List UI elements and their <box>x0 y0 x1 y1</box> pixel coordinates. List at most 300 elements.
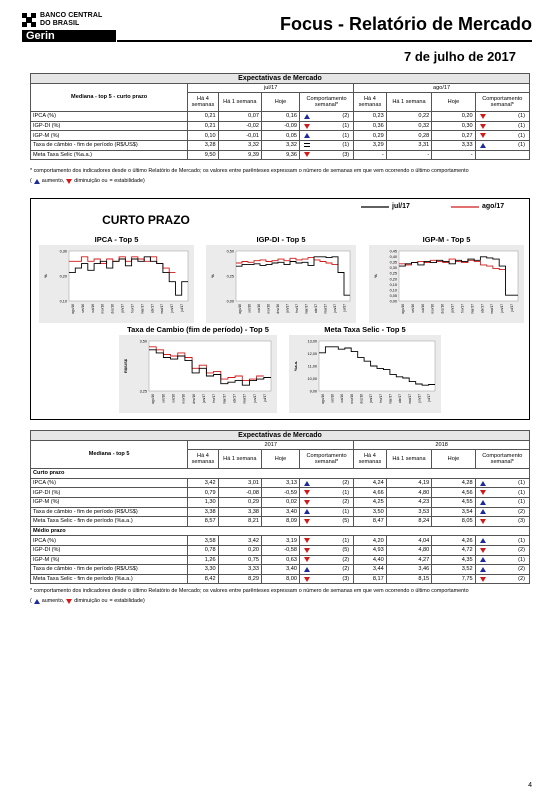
cell-value: 8,17 <box>354 574 387 584</box>
cell-value: 0,21 <box>188 121 218 131</box>
arrow-down-icon <box>480 133 486 138</box>
cell-value: 8,47 <box>354 517 387 527</box>
arrow-down-icon <box>304 577 310 582</box>
y-tick-label: 3,25 <box>139 389 147 394</box>
y-axis-label: % <box>373 274 378 278</box>
cell-value: 0,16 <box>262 112 300 122</box>
row-label: IGP-DI (%) <box>31 488 188 498</box>
row-label: IPCA (%) <box>31 478 188 488</box>
cell-value: 4,26 <box>432 536 475 546</box>
col-1w: Há 1 semana <box>218 93 261 112</box>
arrow-up-icon <box>304 481 310 486</box>
x-tick-label: fev/17 <box>294 304 299 313</box>
arrow-down-icon <box>304 500 310 505</box>
trend-weeks: (1) <box>518 499 525 506</box>
trend-cell <box>299 150 353 160</box>
col-today: Hoje <box>262 450 300 469</box>
arrow-up-icon <box>34 599 40 604</box>
cell-value: -0,08 <box>218 488 261 498</box>
x-tick-label: mar/17 <box>470 304 475 314</box>
arrow-up-icon <box>34 179 40 184</box>
col-today: Hoje <box>432 450 475 469</box>
cell-value: 3,01 <box>218 478 261 488</box>
x-tick-label: nov/16 <box>181 394 186 404</box>
chart-selic <box>289 325 441 413</box>
cell-value: 8,29 <box>218 574 261 584</box>
trend-weeks: (1) <box>342 537 350 544</box>
x-tick-label: abr/17 <box>480 304 485 314</box>
y-tick-label: 11,00 <box>307 364 317 369</box>
x-tick-label: mar/17 <box>140 304 145 314</box>
cell-value: 4,56 <box>432 488 475 498</box>
cell-value: 0,78 <box>188 545 218 555</box>
short-term-expectations-table <box>30 73 530 160</box>
table-row <box>31 150 530 160</box>
cell-value: 4,72 <box>432 545 475 555</box>
cell-value: 4,25 <box>354 497 387 507</box>
chart-igpdi <box>206 235 356 323</box>
x-tick-label: abr/17 <box>232 394 237 404</box>
row-label: IGP-M (%) <box>31 497 188 507</box>
x-tick-label: ago/16 <box>237 304 242 314</box>
table1-caption: Expectativas de Mercado <box>31 74 530 84</box>
cell-value: 0,32 <box>386 121 432 131</box>
row-label: Meta Taxa Selic - fim de período (%a.a.) <box>31 574 188 584</box>
arrow-up-icon <box>480 143 486 148</box>
col-1w: Há 1 semana <box>386 450 432 469</box>
x-tick-label: mar/17 <box>388 394 393 404</box>
dept-badge: Gerin <box>22 30 116 42</box>
x-tick-label: ago/16 <box>70 304 75 314</box>
cell-value: 0,21 <box>188 112 218 122</box>
trend-weeks: (1) <box>518 489 525 496</box>
x-tick-label: jan/17 <box>369 394 374 403</box>
trend-cell <box>475 131 529 141</box>
x-tick-label: out/16 <box>171 394 176 403</box>
table-row <box>31 555 530 565</box>
trend-weeks: (5) <box>342 547 350 554</box>
col-today: Hoje <box>432 93 475 112</box>
cell-value: 3,50 <box>354 507 387 517</box>
arrow-down-icon <box>304 538 310 543</box>
x-tick-label: mai/17 <box>323 304 328 314</box>
trend-cell <box>299 545 353 555</box>
arrow-down-icon <box>66 179 72 184</box>
y-tick-label: 0,00 <box>226 299 234 304</box>
cell-value: 8,05 <box>432 517 475 527</box>
annual-expectations-table <box>30 430 530 584</box>
cell-value: -0,09 <box>262 121 300 131</box>
cell-value: 3,30 <box>188 565 218 575</box>
x-tick-label: jun/17 <box>170 304 175 313</box>
y-tick-label: 0,35 <box>389 260 397 265</box>
chart-cambio <box>119 325 277 413</box>
trend-weeks: (1) <box>518 556 525 563</box>
x-tick-label: nov/16 <box>349 394 354 404</box>
arrow-down-icon <box>304 490 310 495</box>
x-tick-label: nov/16 <box>266 304 271 314</box>
y-tick-label: 0,00 <box>389 299 397 304</box>
cell-value: 0,79 <box>188 488 218 498</box>
arrow-up-icon <box>480 538 486 543</box>
x-tick-label: jul/17 <box>180 304 185 312</box>
x-tick-label: nov/16 <box>430 304 435 314</box>
trend-weeks: (1) <box>342 132 350 139</box>
trend-cell <box>299 488 353 498</box>
trend-weeks: (1) <box>518 480 525 487</box>
table-row <box>31 112 530 122</box>
cell-value: 3,54 <box>432 507 475 517</box>
cell-value: - <box>432 150 475 160</box>
y-tick-label: 0,30 <box>59 249 67 254</box>
trend-cell <box>299 574 353 584</box>
trend-cell <box>475 478 529 488</box>
y-tick-label: 0,20 <box>389 277 397 282</box>
col-4w: Há 4 semanas <box>354 93 387 112</box>
x-tick-label: ago/16 <box>151 394 156 404</box>
x-tick-label: dez/16 <box>110 304 115 314</box>
x-tick-label: jul/17 <box>510 304 515 312</box>
cell-value: 0,07 <box>218 112 261 122</box>
cell-value: 4,24 <box>354 478 387 488</box>
cell-value: 4,40 <box>354 555 387 565</box>
arrow-down-icon <box>304 548 310 553</box>
x-tick-label: jan/17 <box>201 394 206 403</box>
x-tick-label: out/16 <box>340 394 345 403</box>
x-tick-label: nov/16 <box>100 304 105 314</box>
y-axis-label: R$/US$ <box>123 358 128 374</box>
cell-value: 0,36 <box>354 121 387 131</box>
col-comp: Comportamento semanal* <box>299 93 353 112</box>
chart-cambio-title: Taxa de Cambio (fim de período) - Top 5 <box>127 325 269 334</box>
cell-value: 3,46 <box>386 565 432 575</box>
row-label: Meta Taxa Selic (%a.a.) <box>31 150 188 160</box>
trend-weeks: (3) <box>342 576 350 583</box>
cell-value: 0,20 <box>218 545 261 555</box>
cell-value: 9,50 <box>188 150 218 160</box>
x-tick-label: jul/17 <box>262 394 267 402</box>
report-date: 7 de julho de 2017 <box>404 49 516 64</box>
cell-value: 9,36 <box>262 150 300 160</box>
page-number: 4 <box>528 782 532 789</box>
trend-cell <box>299 112 353 122</box>
y-tick-label: 0,25 <box>226 274 234 279</box>
cell-value: -0,01 <box>218 131 261 141</box>
cell-value: 0,29 <box>354 131 387 141</box>
x-tick-label: jan/17 <box>120 304 125 313</box>
x-tick-label: fev/17 <box>130 304 135 313</box>
cell-value: 3,33 <box>432 140 475 150</box>
x-tick-label: jul/17 <box>342 304 347 312</box>
cell-value: 3,53 <box>386 507 432 517</box>
col-1w: Há 1 semana <box>386 93 432 112</box>
trend-cell <box>299 507 353 517</box>
trend-cell <box>299 517 353 527</box>
bcb-logo-icon <box>22 13 36 27</box>
x-tick-label: out/16 <box>420 304 425 313</box>
cell-value: - <box>386 150 432 160</box>
arrow-down-icon <box>304 152 310 157</box>
trend-cell <box>299 555 353 565</box>
col-4w: Há 4 semanas <box>188 450 218 469</box>
table-row <box>31 536 530 546</box>
y-tick-label: 0,25 <box>389 271 397 276</box>
table1-period1: jul/17 <box>188 83 354 93</box>
cell-value: -0,02 <box>218 121 261 131</box>
chart-ipca <box>39 235 194 323</box>
x-tick-label: out/16 <box>90 304 95 313</box>
trend-weeks: (2) <box>518 547 525 554</box>
x-tick-label: dez/16 <box>191 394 196 404</box>
arrow-up-icon <box>304 133 310 138</box>
cell-value: 3,32 <box>262 140 300 150</box>
trend-weeks: (1) <box>518 123 525 130</box>
table-row <box>31 565 530 575</box>
x-tick-label: dez/16 <box>440 304 445 314</box>
x-tick-label: jun/17 <box>500 304 505 313</box>
table-row <box>31 497 530 507</box>
trend-cell <box>299 497 353 507</box>
cell-value: 3,31 <box>386 140 432 150</box>
cell-value: 4,04 <box>386 536 432 546</box>
y-tick-label: 0,15 <box>389 282 397 287</box>
x-tick-label: abr/17 <box>313 304 318 314</box>
trend-cell <box>475 555 529 565</box>
table-row <box>31 517 530 527</box>
trend-cell <box>475 140 529 150</box>
arrow-down-icon <box>304 124 310 129</box>
trend-cell <box>475 565 529 575</box>
trend-weeks: (1) <box>342 123 350 130</box>
x-tick-label: jun/17 <box>332 304 337 313</box>
table2-period1: 2017 <box>188 440 354 450</box>
y-tick-label: 0,50 <box>226 249 234 254</box>
row-label: IGP-DI (%) <box>31 545 188 555</box>
x-tick-label: mai/17 <box>490 304 495 314</box>
table2-period2: 2018 <box>354 440 530 450</box>
plot-area <box>399 251 518 301</box>
cell-value: 3,33 <box>218 565 261 575</box>
cell-value: 0,30 <box>432 121 475 131</box>
y-tick-label: 13,00 <box>307 339 317 344</box>
arrow-legend: ( aumento, diminuição ou = estabilidade) <box>30 178 145 184</box>
y-tick-label: 10,00 <box>307 377 317 381</box>
cell-value: 3,42 <box>188 478 218 488</box>
chart-igpm-title: IGP-M - Top 5 <box>422 235 471 244</box>
cell-value: 0,02 <box>262 497 300 507</box>
cell-value: 4,19 <box>386 478 432 488</box>
cell-value: 4,55 <box>432 497 475 507</box>
chart-igpdi-title: IGP-DI - Top 5 <box>256 235 306 244</box>
trend-cell <box>475 507 529 517</box>
trend-weeks: (2) <box>342 499 350 506</box>
col-comp: Comportamento semanal* <box>475 450 529 469</box>
y-tick-label: 0,20 <box>59 274 67 279</box>
logo-line2: DO BRASIL <box>40 19 80 27</box>
x-tick-label: set/16 <box>161 394 166 403</box>
table-row <box>31 545 530 555</box>
table1-period2: ago/17 <box>354 83 530 93</box>
trend-weeks: (1) <box>518 537 525 544</box>
table1-row-header: Mediana - top 5 - curto prazo <box>31 83 188 112</box>
cell-value: 4,27 <box>386 555 432 565</box>
x-tick-label: fev/17 <box>460 304 465 313</box>
legend-up-label: aumento, <box>41 598 65 604</box>
arrow-up-icon <box>480 557 486 562</box>
cell-value: 8,09 <box>262 517 300 527</box>
trend-cell <box>299 478 353 488</box>
y-tick-label: 0,10 <box>59 299 67 304</box>
x-tick-label: jan/17 <box>285 304 290 313</box>
cell-value: 7,75 <box>432 574 475 584</box>
plot-area <box>149 341 271 391</box>
trend-weeks: (1) <box>518 113 525 120</box>
cell-value: -0,58 <box>262 545 300 555</box>
chart-igpm <box>369 235 524 323</box>
x-tick-label: fev/17 <box>212 394 217 403</box>
cell-value: 4,80 <box>386 488 432 498</box>
y-tick-label: 0,10 <box>389 288 397 293</box>
cell-value: 3,19 <box>262 536 300 546</box>
logo-line1: BANCO CENTRAL <box>40 12 103 19</box>
trend-cell <box>475 497 529 507</box>
footnote: * comportamento dos indicadores desde o último Relatório de Mercado; os valores entre parênteses expressam o número de semanas em que vem ocorrendo o último comportamento <box>30 168 469 174</box>
x-tick-label: mai/17 <box>407 394 412 404</box>
x-tick-label: abr/17 <box>150 304 155 314</box>
cell-value: 0,28 <box>386 131 432 141</box>
x-tick-label: abr/17 <box>398 394 403 404</box>
cell-value: 4,66 <box>354 488 387 498</box>
arrow-down-icon <box>480 519 486 524</box>
row-label: IGP-M (%) <box>31 555 188 565</box>
cell-value: 8,57 <box>188 517 218 527</box>
plot-area <box>69 251 188 301</box>
arrow-down-icon <box>304 519 310 524</box>
x-tick-label: jun/17 <box>417 394 422 403</box>
trend-cell <box>299 140 353 150</box>
cell-value: 4,93 <box>354 545 387 555</box>
cell-value: 9,39 <box>218 150 261 160</box>
trend-weeks: (1) <box>342 142 350 149</box>
trend-weeks: (2) <box>518 508 525 515</box>
cell-value: 8,21 <box>218 517 261 527</box>
legend-jul-label: jul/17 <box>392 203 410 210</box>
arrow-legend-2: ( aumento, diminuição ou = estabilidade) <box>30 598 145 604</box>
arrow-down-icon <box>480 114 486 119</box>
x-tick-label: dez/16 <box>359 394 364 404</box>
legend-down-label: diminuição ou <box>74 178 108 184</box>
cell-value: 1,30 <box>188 497 218 507</box>
cell-value: 1,26 <box>188 555 218 565</box>
legend-eq-label: = estabilidade) <box>109 178 145 184</box>
trend-cell <box>475 112 529 122</box>
cell-value: 3,32 <box>218 140 261 150</box>
x-tick-label: out/16 <box>256 304 261 313</box>
trend-cell <box>475 574 529 584</box>
y-tick-label: 3,50 <box>139 339 147 344</box>
cell-value: 0,27 <box>432 131 475 141</box>
section-title: Curto prazo <box>31 469 530 479</box>
x-tick-label: set/16 <box>410 304 415 313</box>
table-row <box>31 574 530 584</box>
col-comp: Comportamento semanal* <box>299 450 353 469</box>
trend-cell <box>299 131 353 141</box>
arrow-up-icon <box>304 114 310 119</box>
table-row <box>31 131 530 141</box>
legend-ago-label: ago/17 <box>482 203 505 210</box>
arrow-down-icon <box>480 577 486 582</box>
title-divider <box>117 40 532 42</box>
cell-value: 3,40 <box>262 565 300 575</box>
trend-cell <box>475 536 529 546</box>
x-tick-label: set/16 <box>330 394 335 403</box>
chart-selic-title: Meta Taxa Selic - Top 5 <box>324 325 406 334</box>
legend-ago <box>451 203 504 210</box>
legend-eq-label: = estabilidade) <box>109 598 145 604</box>
x-tick-label: mai/17 <box>242 394 247 404</box>
row-label: IPCA (%) <box>31 536 188 546</box>
legend-up-label: aumento, <box>41 178 65 184</box>
cell-value: 3,58 <box>188 536 218 546</box>
x-tick-label: mai/17 <box>160 304 165 314</box>
y-tick-label: 9,00 <box>309 389 317 394</box>
table-row <box>31 488 530 498</box>
table-row <box>31 140 530 150</box>
trend-weeks: (1) <box>518 142 525 149</box>
cell-value: -0,59 <box>262 488 300 498</box>
table2-row-header: Mediana - top 5 <box>31 440 188 469</box>
table-row <box>31 507 530 517</box>
cell-value: 8,00 <box>262 574 300 584</box>
table-row <box>31 121 530 131</box>
cell-value: 3,44 <box>354 565 387 575</box>
cell-value: 0,20 <box>432 112 475 122</box>
x-tick-label: mar/17 <box>222 394 227 404</box>
trend-weeks: (5) <box>342 518 350 525</box>
x-tick-label: jan/17 <box>450 304 455 313</box>
arrow-up-icon <box>480 500 486 505</box>
trend-cell <box>475 517 529 527</box>
table2-caption: Expectativas de Mercado <box>31 431 530 441</box>
y-tick-label: 12,00 <box>307 352 317 356</box>
arrow-up-icon <box>480 509 486 514</box>
arrow-down-icon <box>304 557 310 562</box>
arrow-up-icon <box>480 481 486 486</box>
trend-weeks: (1) <box>518 132 525 139</box>
cell-value: 8,42 <box>188 574 218 584</box>
arrow-down-icon <box>66 599 72 604</box>
trend-weeks: (2) <box>342 556 350 563</box>
col-today: Hoje <box>262 93 300 112</box>
cell-value: 0,05 <box>262 131 300 141</box>
cell-value: 8,24 <box>386 517 432 527</box>
trend-cell <box>475 121 529 131</box>
row-label: Meta Taxa Selic - fim de período (%a.a.) <box>31 517 188 527</box>
cell-value: 3,13 <box>262 478 300 488</box>
trend-weeks: (2) <box>518 566 525 573</box>
row-label: Taxa de câmbio - fim de período (R$/US$) <box>31 507 188 517</box>
section-row <box>31 526 530 536</box>
trend-cell <box>475 488 529 498</box>
cell-value: 0,29 <box>218 497 261 507</box>
cell-value: 4,80 <box>386 545 432 555</box>
trend-weeks: (2) <box>342 566 350 573</box>
cell-value: 3,28 <box>188 140 218 150</box>
trend-weeks: (2) <box>518 576 525 583</box>
bcb-logo <box>22 12 134 42</box>
trend-weeks: (2) <box>342 113 350 120</box>
col-4w: Há 4 semanas <box>354 450 387 469</box>
